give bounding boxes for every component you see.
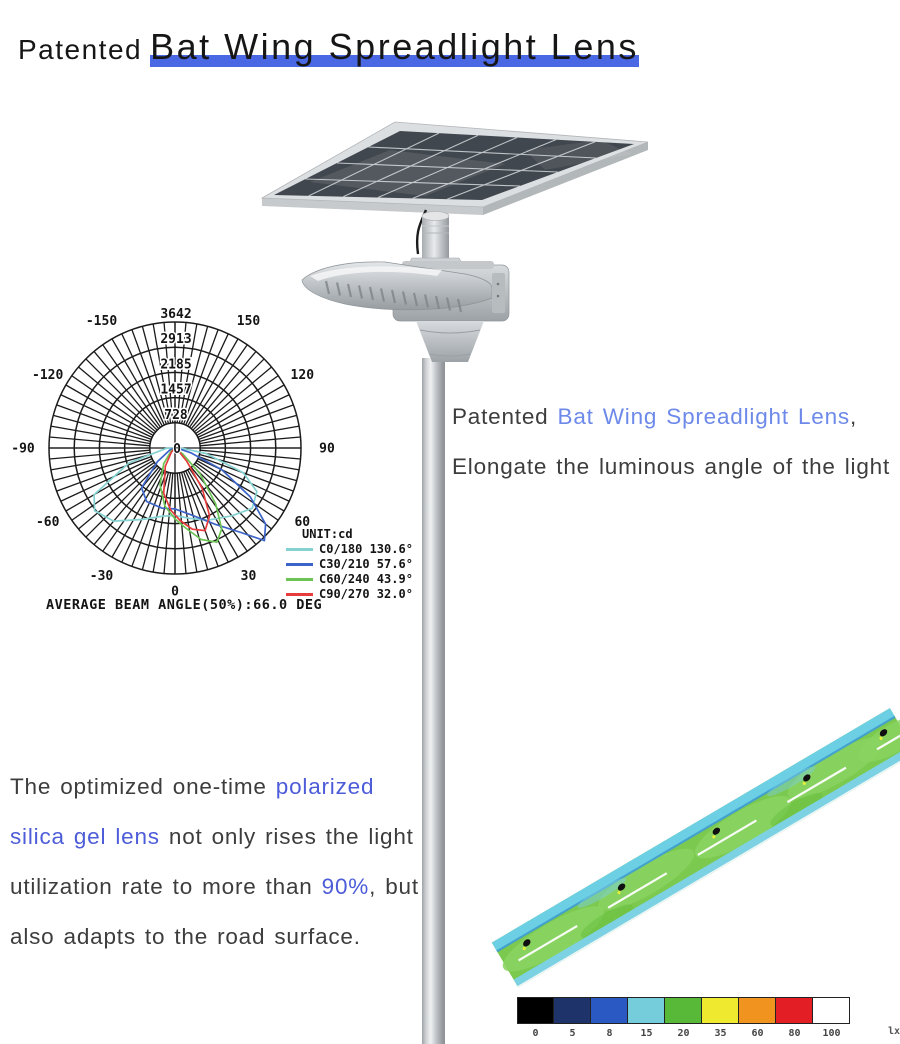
scale-value: 60 [751,1028,764,1039]
scale-swatch [590,997,628,1024]
polar-legend [286,527,413,602]
legend-item [286,542,413,557]
legend-label: C90/270 32.0° [319,587,413,601]
paragraph-text: not only rises the light utilization rate to more than [10,824,414,899]
legend-item [286,557,413,572]
svg-text:2913: 2913 [160,332,192,348]
legend-item [286,572,413,587]
scale-cell [554,997,591,1039]
road-band [489,694,900,989]
scale-swatch [738,997,776,1024]
legend-swatch [286,593,313,596]
caption-text: Patented [452,404,558,429]
scale-swatch [701,997,739,1024]
svg-text:90: 90 [319,441,335,457]
scale-swatch [812,997,850,1024]
photometric-polar-chart [0,298,432,628]
scale-value: 20 [677,1028,690,1039]
svg-text:150: 150 [236,314,261,330]
svg-text:1457: 1457 [160,382,192,398]
svg-text:60: 60 [294,515,311,530]
scale-value: 80 [788,1028,801,1039]
svg-text:0: 0 [171,584,179,600]
caption-highlight: Bat Wing Spreadlight Lens [557,404,850,429]
scale-swatch [553,997,591,1024]
svg-text:-120: -120 [32,368,64,383]
legend-label: C30/210 57.6° [319,557,413,571]
svg-text:120: 120 [290,368,315,383]
paragraph-text: The optimized one-time [10,774,276,799]
page-title [18,26,639,68]
solar-panel [262,122,648,215]
svg-text:-30: -30 [89,568,114,584]
scale-swatch [775,997,813,1024]
scale-cell [517,997,554,1039]
scale-value: 100 [822,1028,841,1039]
scale-unit-label: lx [888,1026,900,1037]
svg-text:-60: -60 [35,515,60,530]
caption-text: , Elongate the luminous angle of the light [452,404,891,479]
lens-description-paragraph [10,762,428,962]
scale-cell [702,997,739,1039]
lens-caption [452,392,898,492]
title-highlight: Bat Wing Spreadlight Lens [150,26,639,67]
paragraph-text: , but also adapts to the road surface. [10,874,419,949]
road-illuminance-map [485,688,900,994]
paragraph-highlight: 90% [321,874,370,899]
illuminance-color-scale [517,997,850,1039]
svg-text:-90: -90 [11,441,35,457]
scale-value: 35 [714,1028,727,1039]
legend-swatch [286,563,313,566]
legend-label: C0/180 130.6° [319,542,413,556]
scale-cell [591,997,628,1039]
scale-cell [665,997,702,1039]
scale-cell [776,997,813,1039]
legend-swatch [286,578,313,581]
average-beam-angle-label: AVERAGE BEAM ANGLE(50%):66.0 DEG [46,597,323,613]
svg-text:-150: -150 [85,314,118,330]
svg-text:728: 728 [164,407,188,423]
legend-unit-label: UNIT:cd [302,527,353,541]
scale-value: 15 [640,1028,653,1039]
legend-swatch [286,548,313,551]
title-prefix: Patented [18,34,143,65]
scale-cell [813,997,850,1039]
scale-value: 8 [606,1028,613,1039]
svg-text:30: 30 [240,568,257,584]
scale-swatch [664,997,702,1024]
paragraph-highlight: polarized silica gel lens [10,774,375,849]
svg-text:2185: 2185 [160,357,192,373]
scale-cell [739,997,776,1039]
scale-value: 5 [569,1028,576,1039]
legend-label: C60/240 43.9° [319,572,413,586]
scale-cell [628,997,665,1039]
scale-swatch [517,997,554,1024]
scale-value: 0 [532,1028,539,1039]
svg-text:0: 0 [173,442,181,457]
svg-text:3642: 3642 [160,307,192,322]
scale-swatch [627,997,665,1024]
